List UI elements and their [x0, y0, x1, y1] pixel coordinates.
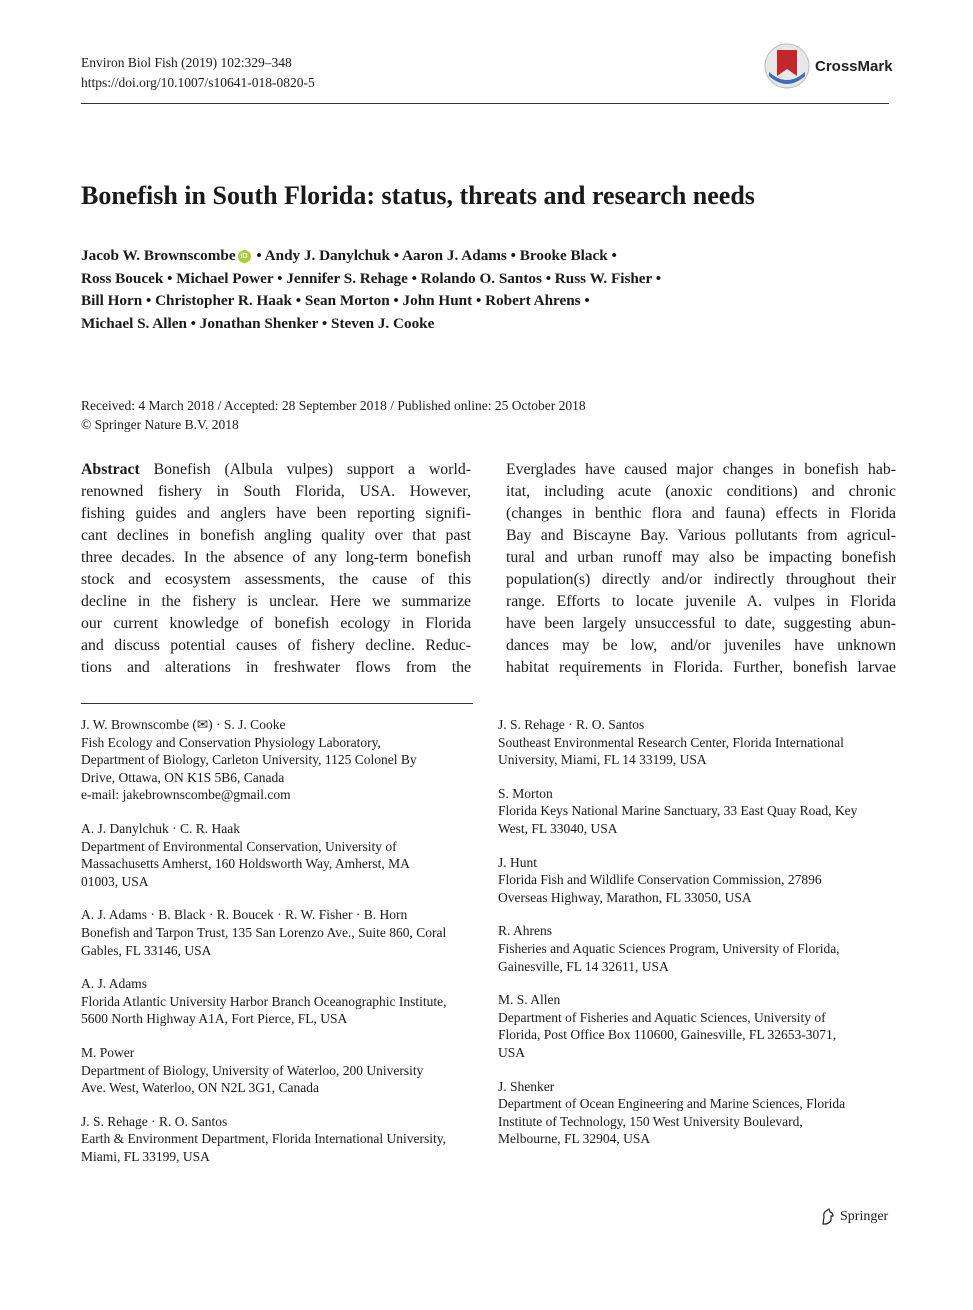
article-title: Bonefish in South Florida: status, threats and research needs: [81, 181, 755, 210]
abstract-line: fishing guides and anglers have been reporting signifi-: [81, 505, 471, 522]
affiliation-line: Earth & Environment Department, Florida International University,: [81, 1131, 447, 1147]
affiliation-line: Florida Fish and Wildlife Conservation Commission, 27896: [498, 872, 822, 888]
affiliation-authors: J. Hunt: [498, 854, 538, 870]
abstract-line: three decades. In the absence of any long-term bonefish: [81, 549, 471, 566]
affiliation-authors: A. J. Danylchuk · C. R. Haak: [81, 820, 240, 836]
abstract-left-column: [81, 459, 471, 679]
affiliation-rule: [81, 703, 473, 704]
affiliation-block: [81, 906, 481, 959]
affiliation-authors: J. S. Rehage · R. O. Santos: [498, 717, 645, 732]
author-list: [81, 245, 801, 335]
crossmark-badge[interactable]: [763, 42, 903, 92]
abstract-right-column: [506, 459, 896, 679]
header-rule: [81, 103, 889, 104]
abstract-line: dances may be low, and/or juveniles have unknown: [506, 637, 896, 654]
author-line: Michael S. Allen • Jonathan Shenker • Steven J. Cooke: [81, 314, 435, 332]
affiliation-authors: M. Power: [81, 1044, 135, 1060]
publication-dates: [81, 396, 586, 434]
abstract-line: (changes in benthic flora and fauna) effects in Florida: [506, 505, 896, 522]
affiliation-line: Massachusetts Amherst, 160 Holdsworth Way, Amherst, MA: [81, 856, 410, 872]
affiliation-authors: J. Shenker: [498, 1078, 555, 1094]
affiliation-authors: S. Morton: [498, 785, 553, 801]
affiliation-block: [498, 716, 898, 769]
abstract-line: [81, 459, 471, 481]
affiliation-line: Department of Biology, Carleton University, 1125 Colonel By: [81, 752, 417, 768]
author-name[interactable]: Jacob W. Brownscombe: [81, 247, 236, 264]
abstract-line: range. Efforts to locate juvenile A. vulpes in Florida: [506, 593, 896, 610]
abstract-line: habitat requirements in Florida. Further, bonefish larvae: [506, 659, 896, 676]
affiliation-line: Department of Ocean Engineering and Marine Sciences, Florida: [498, 1096, 846, 1112]
affiliation-block: [81, 1044, 481, 1097]
affiliation-line[interactable]: e-mail: jakebrownscombe@gmail.com: [81, 787, 291, 803]
affiliation-line: Department of Biology, University of Waterloo, 200 University: [81, 1062, 424, 1078]
affiliation-authors: A. J. Adams: [81, 976, 148, 992]
springer-horse-icon: [820, 1208, 836, 1226]
crossmark-icon: [763, 42, 811, 90]
affiliation-line: Southeast Environmental Research Center, Florida International: [498, 734, 844, 750]
affiliation-block: [498, 991, 898, 1061]
affiliation-block: [81, 820, 481, 890]
affiliation-block: [81, 716, 481, 804]
author-line: Ross Boucek • Michael Power • Jennifer S. Rehage • Rolando O. Santos • Russ W. Fisher •: [81, 269, 662, 287]
abstract-label: Abstract: [81, 461, 140, 478]
affiliation-authors: J. W. Brownscombe (✉) · S. J. Cooke: [81, 717, 286, 732]
doi-link[interactable]: https://doi.org/10.1007/s10641-018-0820-5: [81, 75, 315, 90]
affiliation-authors: M. S. Allen: [498, 992, 561, 1008]
orcid-icon[interactable]: iD: [238, 250, 251, 263]
affiliation-authors: J. S. Rehage · R. O. Santos: [81, 1113, 228, 1129]
affiliation-block: [498, 922, 898, 975]
abstract-line: population(s) directly and/or indirectly throughout their: [506, 571, 896, 588]
affiliation-line: Florida Atlantic University Harbor Branch Oceanographic Institute,: [81, 993, 447, 1009]
affiliation-line: Fisheries and Aquatic Sciences Program, University of Florida,: [498, 940, 840, 956]
abstract-text: Bonefish (Albula vulpes) support a world-: [139, 461, 471, 478]
affiliation-line: Institute of Technology, 150 West University Boulevard,: [498, 1113, 803, 1129]
abstract-line: stock and ecosystem assessments, the cause of this: [81, 571, 471, 588]
crossmark-label: CrossMark: [815, 58, 893, 75]
copyright-notice: © Springer Nature B.V. 2018: [81, 417, 239, 432]
publisher-logo: [820, 1208, 888, 1226]
publisher-name: Springer: [840, 1209, 889, 1224]
affiliation-line: Drive, Ottawa, ON K1S 5B6, Canada: [81, 769, 285, 785]
journal-header: [81, 53, 315, 93]
affiliation-line: USA: [498, 1044, 526, 1060]
affiliation-line: Florida Keys National Marine Sanctuary, 33 East Quay Road, Key: [498, 803, 858, 819]
abstract-line: itat, including acute (anoxic conditions) and chronic: [506, 483, 896, 500]
affiliation-line: Bonefish and Tarpon Trust, 135 San Lorenzo Ave., Suite 860, Coral: [81, 924, 447, 940]
author-line: [81, 245, 801, 268]
received-dates: Received: 4 March 2018 / Accepted: 28 September 2018 / Published online: 25 October 2018: [81, 398, 586, 413]
affiliation-line: Fish Ecology and Conservation Physiology Laboratory,: [81, 734, 381, 750]
affiliation-line: Department of Environmental Conservation, University of: [81, 838, 397, 854]
affiliation-line: Florida, Post Office Box 110600, Gainesville, FL 32653-3071,: [498, 1027, 837, 1043]
affiliation-block: [498, 1078, 898, 1148]
abstract-line: tions and alterations in freshwater flows from the: [81, 659, 471, 676]
affiliation-authors: A. J. Adams · B. Black · R. Boucek · R. W. Fisher · B. Horn: [81, 907, 408, 923]
affiliation-block: [81, 975, 481, 1028]
affiliation-block: [498, 854, 898, 907]
affiliations-left: [81, 716, 481, 1181]
journal-citation: Environ Biol Fish (2019) 102:329–348: [81, 55, 292, 70]
affiliation-line: Gainesville, FL 14 32611, USA: [498, 958, 669, 974]
affiliation-authors: R. Ahrens: [498, 923, 552, 939]
affiliation-line: Ave. West, Waterloo, ON N2L 3G1, Canada: [81, 1080, 320, 1096]
affiliation-line: 5600 North Highway A1A, Fort Pierce, FL, USA: [81, 1011, 348, 1027]
affiliation-line: University, Miami, FL 14 33199, USA: [498, 752, 707, 768]
abstract-line: decline in the fishery is unclear. Here we summarize: [81, 593, 471, 610]
affiliation-line: Melbourne, FL 32904, USA: [498, 1131, 651, 1147]
abstract-line: our current knowledge of bonefish ecology in Florida: [81, 615, 471, 632]
abstract-line: tural and urban runoff may also be impacting bonefish: [506, 549, 896, 566]
affiliation-line: West, FL 33040, USA: [498, 820, 618, 836]
affiliation-block: [81, 1113, 481, 1166]
abstract-line: and discuss potential causes of fishery decline. Reduc-: [81, 637, 471, 654]
abstract-line: renowned fishery in South Florida, USA. However,: [81, 483, 471, 500]
author-line: Bill Horn • Christopher R. Haak • Sean Morton • John Hunt • Robert Ahrens •: [81, 292, 590, 309]
abstract-line: Bay and Biscayne Bay. Various pollutants from agricul-: [506, 527, 896, 544]
abstract-line: Everglades have caused major changes in bonefish hab-: [506, 461, 896, 478]
affiliation-line: Department of Fisheries and Aquatic Sciences, University of: [498, 1009, 826, 1025]
affiliations-right: [498, 716, 898, 1164]
affiliation-line: 01003, USA: [81, 873, 149, 889]
author-names: • Andy J. Danylchuk • Aaron J. Adams • Brooke Black •: [256, 247, 617, 264]
affiliation-line: Miami, FL 33199, USA: [81, 1148, 210, 1164]
affiliation-block: [498, 785, 898, 838]
abstract-line: have been largely unsuccessful to date, suggesting abun-: [506, 615, 896, 632]
affiliation-line: Gables, FL 33146, USA: [81, 942, 212, 958]
affiliation-line: Overseas Highway, Marathon, FL 33050, USA: [498, 889, 752, 905]
abstract-line: cant declines in bonefish angling quality over that past: [81, 527, 471, 544]
